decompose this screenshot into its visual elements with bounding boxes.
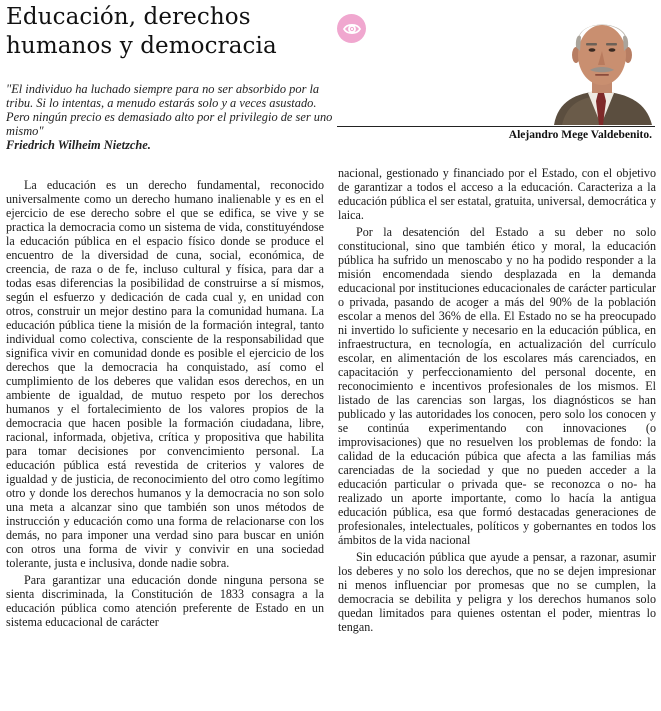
article-column-right [338,166,656,708]
paragraph: nacional, gestionado y financiado por el Estado, con el objetivo de garantizar a todos el acceso a la educación. Caracteriza a la educación pública el ser estatal, gratuita, universal, democrática y laica. [338,166,656,222]
article-column-left [6,178,324,708]
eye-icon[interactable] [337,14,366,43]
author-photo [548,13,654,125]
epigraph-text: "El individuo ha luchado siempre para no ser absorbido por la tribu. Si lo intentas, a menudo estarás solo y a veces asustado. Pero ningún precio es demasiado alto por el privilegio de ser uno mismo" [6,82,333,138]
paragraph: La educación es un derecho fundamental, reconocido universalmente como un derecho humano inalienable y es en el ejercicio de ese derecho sobre el que se edifica, se vive y se practica la democracia como un sistema de vida, constituyéndose la educación pública en el espacio físico donde se produce el encuentro de la diversidad de cuna, social, económica, de creencia, de raza o de fe, incluso cultural y física, para dar a todas esas diferencias la posibilidad de construirse a sí mismos, según el esfuerzo y dedicación de cada cual y, en unidad con otros, construir un mejor destino para la comunidad humana. La educación pública tiene la misión de la formación integral, tanto individual como colectiva, consciente de la responsabilidad que significa vivir en comunidad donde es posible el ejercicio de los derechos que la democracia ha conquistado, así como el cumplimiento de los deberes que validan esos derechos, en un ambiente de igualdad, de mutuo respeto por los derechos humanos y el fortalecimiento de los valores propios de la democracia que hacen posible la formación ciudadana, libre, racional, informada, objetiva, crítica y propositiva que habilita para tomar decisiones por convencimiento personal. La educación pública está revestida de criterios y valores de igualdad y de justicia, de reconocimiento del otro como legítimo otro y donde los derechos humanos y la democracia no son solo una meta a alcanzar sino que también son unos métodos de instrucción y educación como una forma de relacionarse con los demás, no para imponer una verdad sino para buscar en unión con otros una forma de vivir y convivir en una sociedad tolerante, justa e inclusiva, donde nadie sobra. [6,178,324,570]
epigraph [6,82,333,152]
author-divider [337,126,655,127]
author-portrait-icon [548,13,654,125]
article-title: Educación, derechos humanos y democracia [6,4,277,59]
epigraph-author: Friedrich Wilheim Nietzche. [6,138,151,152]
paragraph: Por la desatención del Estado a su deber no solo constitucional, sino que también ético y moral, la educación pública ha sufrido un menoscabo y no ha podido responder a la misión encomendada siendo desplazada en la demanda educacional por instituciones educacionales de carácter particular o privada, pasando de acoger a más del 90% de la población escolar a menos del 36% de ella. El Estado no se ha preocupado ni invertido lo suficiente y necesario en la educación pública, en infraestructura, en tecnología, en actualización del currículo escolar, en alimentación de los escolares más carenciados, en capacitación y perfeccionamiento del personal docente, en reconocimiento e incentivos profesionales de los mismos. El listado de las carencias son largas, los diagnósticos se han publicado y las autoridades los conocen, pero solo los conocen y se continúa experimentando con innovaciones (o improvisaciones) que no resuelven los problemas de fondo: la calidad de la educación púbica que afecta a las familias más carenciadas de la sociedad y que no pueden acceder a la educación particular o privada que- se reconozca o no- ha realizado un aporte importante, como lo hacía la antigua educación pública, esa que formó destacadas generaciones de profesionales, intelectuales, políticos y gobernantes en todos los ámbitos de la vida nacional [338,225,656,547]
author-name: Alejandro Mege Valdebenito. [508,129,652,141]
eye-icon-glyph [342,19,362,39]
paragraph: Para garantizar una educación donde ninguna persona se sienta discriminada, la Constitución de 1833 consagra a la educación pública como atención preferente de Estado en un sistema educacional de carácter [6,573,324,629]
paragraph: Sin educación pública que ayude a pensar, a razonar, asumir los deberes y no solo los derechos, que no se dejen impresionar ni menos influenciar por promesas que no se cumplen, la democracia se debilita y peligra y los derechos humanos solo quedan limitados para quienes ostentan el poder, mientras lo tengan. [338,550,656,634]
